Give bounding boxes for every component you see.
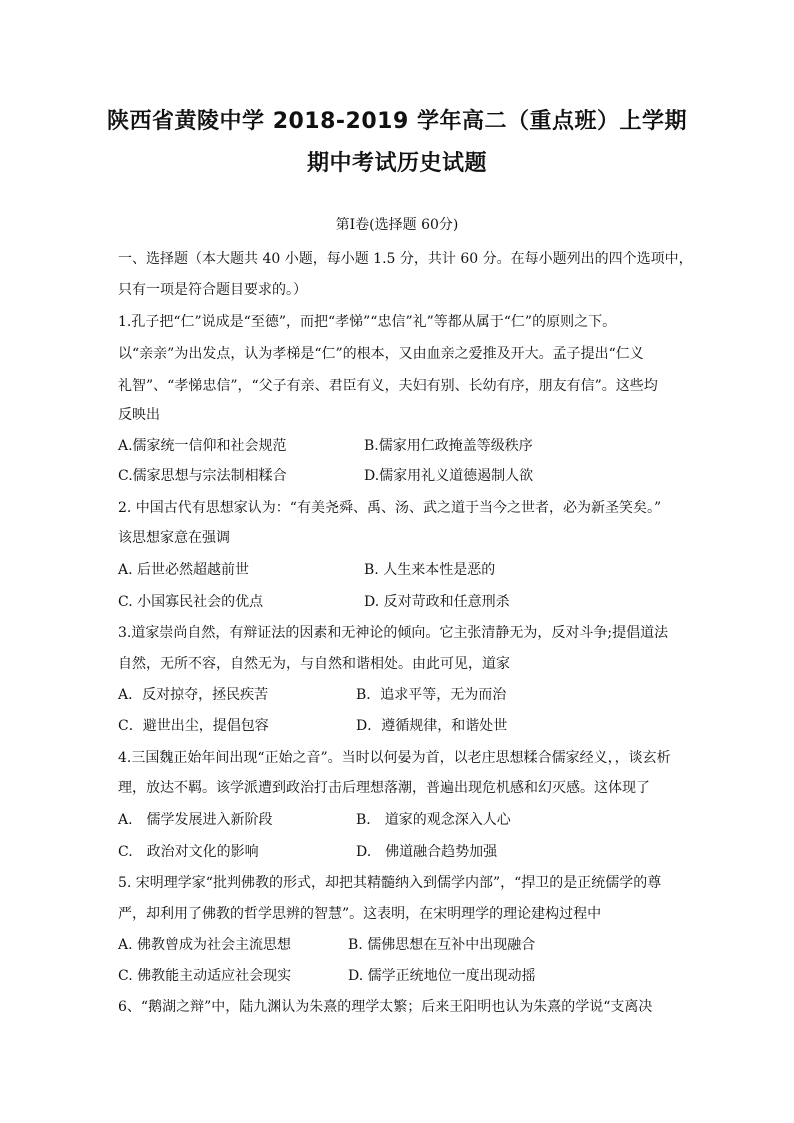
q1-option-b: B.儒家用仁政掩盖等级秩序: [364, 438, 533, 454]
q4-option-c: C. 政治对文化的影响: [118, 844, 259, 860]
q4-stem-line: 理，放达不羁。该学派遭到政治打击后理想落潮，普遍出现危机感和幻灭感。这体现了: [118, 780, 650, 796]
q2-option-a: A. 后世必然超越前世: [118, 562, 250, 578]
q2-stem-line: 2. 中国古代有思想家认为：“有美尧舜、禹、汤、武之道于当今之世者，必为新圣笑矣。”: [118, 500, 662, 516]
q2-stem-line: 该思想家意在强调: [118, 530, 230, 546]
exam-title-line1: 陕西省黄陵中学 2018-2019 学年高二（重点班）上学期: [107, 109, 687, 134]
q1-option-d: D.儒家用礼义道德遏制人欲: [364, 468, 534, 484]
q1-stem-line: 1.孔子把“仁”说成是“至德”，而把“孝悌”“忠信”礼”等都从属于“仁”的原则之下。: [118, 314, 617, 330]
q1-stem-line: 以“亲亲”为出发点，认为孝梯是“仁”的根本，又由血亲之爱推及开大。孟子提出“仁义: [118, 346, 644, 362]
exam-title-line2: 期中考试历史试题: [306, 151, 487, 176]
q5-option-d: D. 儒学正统地位一度出现动摇: [348, 968, 536, 984]
q3-stem-line: 3.道家崇尚自然，有辩证法的因素和无神论的倾向。它主张清静无为，反对斗争;提倡道法: [118, 625, 669, 641]
q1-option-a: A.儒家统一信仰和社会规范: [118, 438, 287, 454]
q3-option-a: A．反对掠夺，拯民疾苦: [118, 687, 269, 703]
instructions-line: 只有一项是符合题目要求的。）: [118, 282, 307, 298]
q5-stem-line: 严，却利用了佛教的哲学思辨的智慧”。这表明，在宋明理学的理论建构过程中: [118, 906, 602, 922]
q5-option-c: C. 佛教能主动适应社会现实: [118, 968, 292, 984]
q6-stem-line: 6、“鹅湖之辩”中，陆九渊认为朱熹的理学太繁；后来王阳明也认为朱熹的学说“支离决: [118, 999, 653, 1015]
q4-stem-line: 4.三国魏正始年间出现“正始之音”。当时以何晏为首，以老庄思想糅合儒家经义，，谈玄析: [118, 750, 671, 766]
q3-option-b: B．追求平等，无为而治: [356, 687, 507, 703]
q5-option-b: B. 儒佛思想在互补中出现融合: [348, 937, 536, 953]
instructions-line: 一、选择题（本大题共 40 小题，每小题 1.5 分，共计 60 分。在每小题列出的四个选项中，: [118, 251, 693, 267]
q1-stem-line: 礼智”、“孝悌忠信”，“父子有亲、君臣有义，夫妇有别、长幼有序，朋友有信”。这些均: [118, 378, 658, 394]
q1-option-c: C.儒家思想与宗法制相糅合: [118, 468, 287, 484]
q1-stem-line: 反映出: [118, 407, 160, 423]
q3-option-c: C．避世出尘，提倡包容: [118, 718, 269, 734]
q2-option-c: C. 小国寡民社会的优点: [118, 594, 264, 610]
q4-option-a: A. 儒学发展进入新阶段: [118, 812, 273, 828]
q4-option-d: D. 佛道融合趋势加强: [356, 844, 498, 860]
q5-stem-line: 5. 宋明理学家“批判佛教的形式，却把其精髓纳入到儒学内部”，“捍卫的是正统儒学的尊: [118, 875, 662, 891]
q3-stem-line: 自然，无所不容，自然无为，与自然和谐相处。由此可见，道家: [118, 656, 510, 672]
q2-option-d: D. 反对苛政和任意刑杀: [364, 594, 510, 610]
q3-option-d: D．遵循规律，和谐处世: [356, 718, 508, 734]
q2-option-b: B. 人生来本性是恶的: [364, 562, 496, 578]
q5-option-a: A. 佛教曾成为社会主流思想: [118, 937, 292, 953]
section-heading: 第Ⅰ卷(选择题 60分): [335, 217, 459, 233]
q4-option-b: B. 道家的观念深入人心: [356, 812, 511, 828]
